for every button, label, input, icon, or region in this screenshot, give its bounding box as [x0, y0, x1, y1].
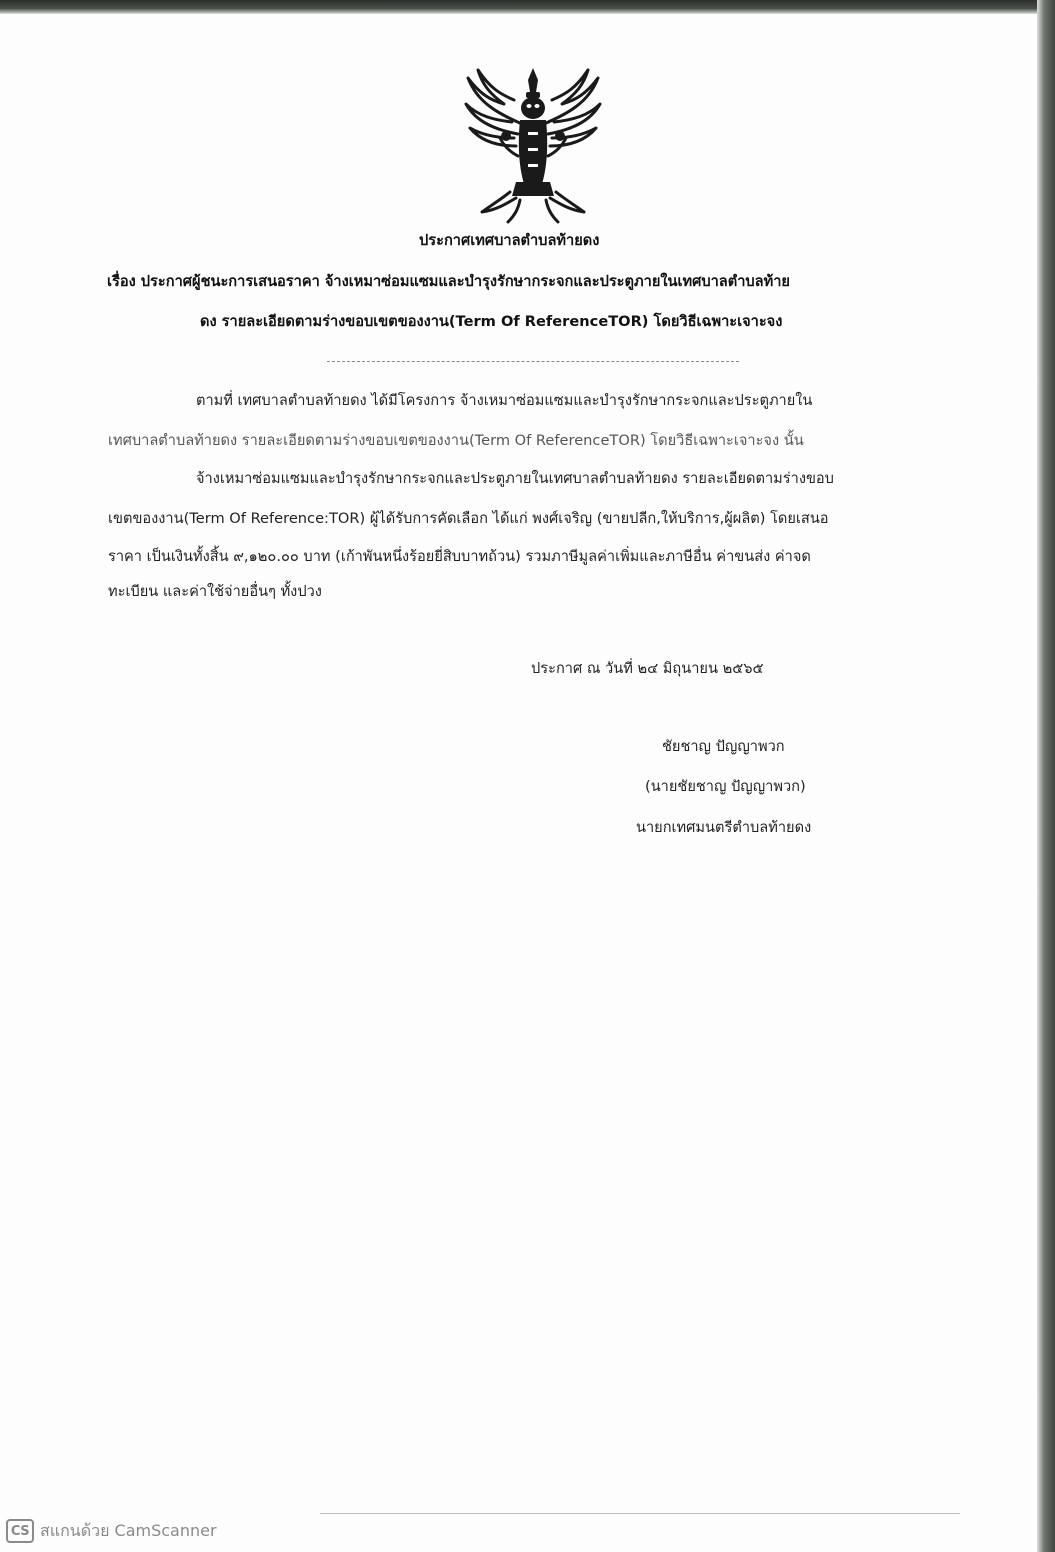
- announcement-date: ประกาศ ณ วันที่ ๒๔ มิถุนายน ๒๕๖๕: [531, 660, 764, 677]
- document-header: ประกาศเทศบาลตำบลท้ายดง: [419, 232, 600, 249]
- signer-name: (นายชัยชาญ ปัญญาพวก): [645, 778, 806, 795]
- camscanner-logo-icon: CS: [6, 1519, 34, 1543]
- signer-title: นายกเทศมนตรีตำบลท้ายดง: [636, 819, 812, 836]
- garuda-emblem: [460, 64, 606, 224]
- bottom-rule: [320, 1513, 960, 1514]
- signature: ชัยชาญ ปัญญาพวก: [662, 738, 785, 755]
- separator-line: [327, 361, 739, 362]
- subject-line-1: เรื่อง ประกาศผู้ชนะการเสนอราคา จ้างเหมาซ่อมแซมและบำรุงรักษากระจกและประตูภายในเทศบาลตำบลท้าย: [107, 273, 790, 290]
- scan-edge-top: [0, 0, 1055, 14]
- paragraph-2-line-3: ราคา เป็นเงินทั้งสิ้น ๙,๑๒๐.๐๐ บาท (เก้าพันหนึ่งร้อยยี่สิบบาทถ้วน) รวมภาษีมูลค่าเพิ่มและภาษีอื่น ค่าขนส่ง ค่าจด: [108, 548, 811, 565]
- paragraph-2-line-4: ทะเบียน และค่าใช้จ่ายอื่นๆ ทั้งปวง: [108, 583, 322, 600]
- camscanner-watermark: [6, 1518, 217, 1544]
- subject-line-2: ดง รายละเอียดตามร่างขอบเขตของงาน(Term Of ReferenceTOR) โดยวิธีเฉพาะเจาะจง: [200, 313, 783, 330]
- paragraph-2-line-2: เขตของงาน(Term Of Reference:TOR) ผู้ได้รับการคัดเลือก ได้แก่ พงศ์เจริญ (ขายปลีก,ให้บริการ,ผู้ผลิต) โดยเสนอ: [108, 510, 829, 527]
- paragraph-2-line-1: จ้างเหมาซ่อมแซมและบำรุงรักษากระจกและประตูภายในเทศบาลตำบลท้ายดง รายละเอียดตามร่างขอบ: [196, 470, 834, 487]
- camscanner-text: สแกนด้วย CamScanner: [40, 1520, 217, 1540]
- paragraph-1-line-1: ตามที่ เทศบาลตำบลท้ายดง ได้มีโครงการ จ้างเหมาซ่อมแซมและบำรุงรักษากระจกและประตูภายใน: [196, 392, 813, 409]
- scan-edge-right: [1037, 0, 1055, 1552]
- paragraph-1-line-2: เทศบาลตำบลท้ายดง รายละเอียดตามร่างขอบเขตของงาน(Term Of ReferenceTOR) โดยวิธีเฉพาะเจาะจง นั้น: [108, 432, 804, 449]
